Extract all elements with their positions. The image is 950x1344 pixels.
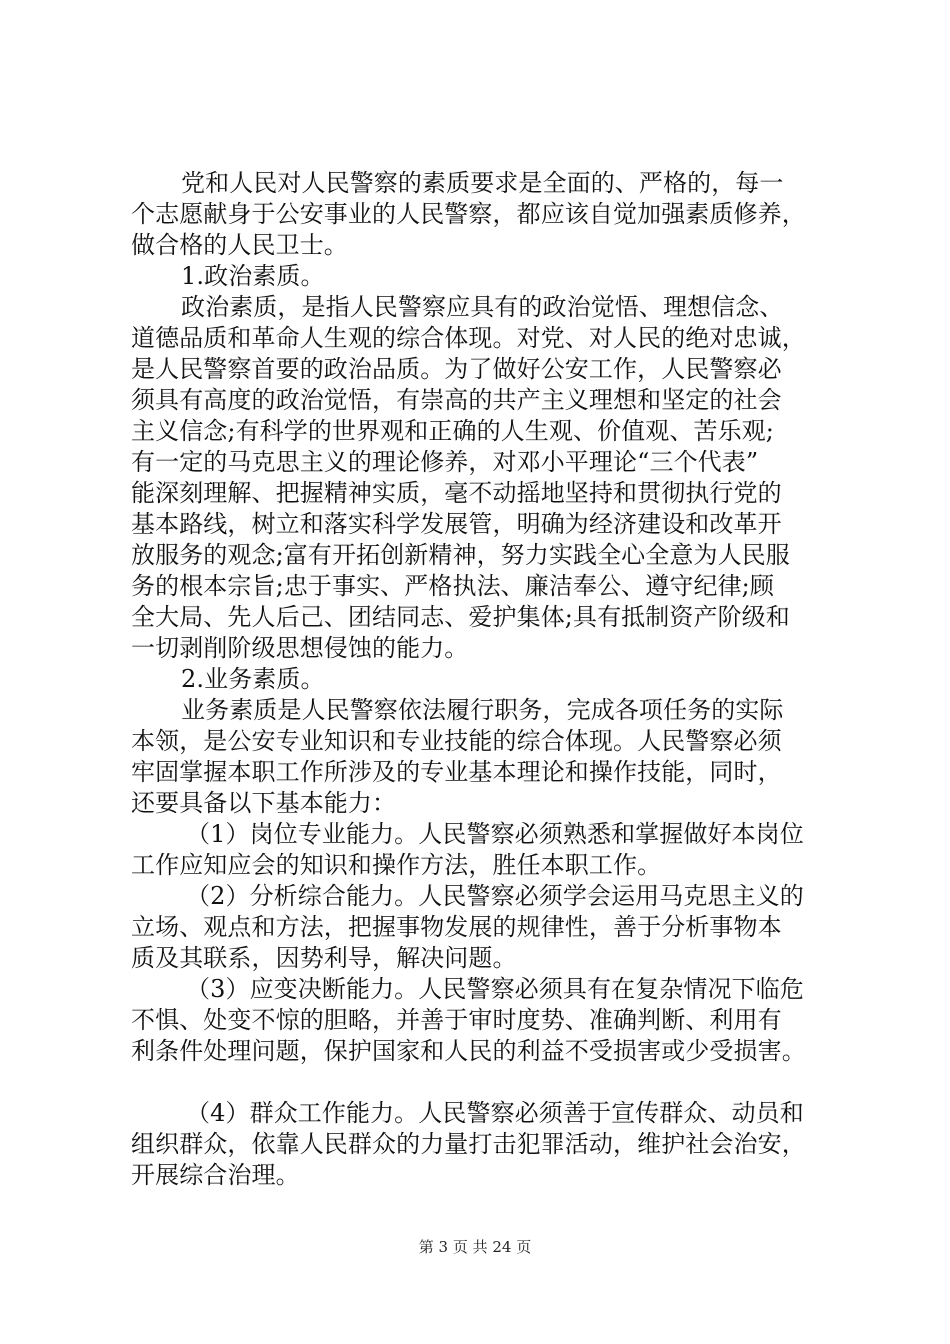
paragraph-line: 工作应知应会的知识和操作方法，胜任本职工作。 — [131, 851, 662, 879]
document-body — [131, 168, 831, 1191]
paragraph-line: 政治素质，是指人民警察应具有的政治觉悟、理想信念、 — [181, 293, 784, 321]
paragraph-line: 还要具备以下基本能力： — [131, 789, 397, 817]
blank-gap — [131, 1067, 831, 1098]
paragraph-line: 放服务的观念;富有开拓创新精神，努力实践全心全意为人民服 — [131, 541, 790, 569]
list-item-line: （1）岗位专业能力。人民警察必须熟悉和掌握做好本岗位 — [186, 820, 804, 848]
paragraph-line: 主义信念;有科学的世界观和正确的人生观、价值观、苦乐观; — [131, 417, 774, 445]
paragraph-line: 业务素质是人民警察依法履行职务，完成各项任务的实际 — [181, 696, 784, 724]
paragraph-line: 能深刻理解、把握精神实质，毫不动摇地坚持和贯彻执行党的 — [131, 479, 782, 507]
section-heading: 2.业务素质。 — [181, 665, 325, 693]
paragraph-line: 做合格的人民卫士。 — [131, 231, 348, 259]
paragraph-line: 须具有高度的政治觉悟，有崇高的共产主义理想和坚定的社会 — [131, 386, 782, 414]
paragraph-line: 党和人民对人民警察的素质要求是全面的、严格的，每一 — [181, 169, 784, 197]
paragraph-line: 道德品质和革命人生观的综合体现。对党、对人民的绝对忠诚， — [131, 324, 806, 352]
section-heading: 1.政治素质。 — [181, 262, 325, 290]
paragraph-line: 是人民警察首要的政治品质。为了做好公安工作，人民警察必 — [131, 355, 782, 383]
paragraph-line: 不惧、处变不惊的胆略，并善于审时度势、准确判断、利用有 — [131, 1006, 782, 1034]
paragraph-line: 本领，是公安专业知识和专业技能的综合体现。人民警察必须 — [131, 727, 782, 755]
paragraph-line: 有一定的马克思主义的理论修养，对邓小平理论“三个代表” — [131, 448, 759, 476]
paragraph-line: 开展综合治理。 — [131, 1161, 300, 1189]
list-item-line: （4）群众工作能力。人民警察必须善于宣传群众、动员和 — [186, 1099, 804, 1127]
paragraph-line: 全大局、先人后己、团结同志、爱护集体;具有抵制资产阶级和 — [131, 603, 790, 631]
paragraph-line: 组织群众，依靠人民群众的力量打击犯罪活动，维护社会治安， — [131, 1130, 806, 1158]
paragraph-line: 基本路线，树立和落实科学发展管，明确为经济建设和改革开 — [131, 510, 782, 538]
paragraph-line: 牢固掌握本职工作所涉及的专业基本理论和操作技能，同时， — [131, 758, 782, 786]
paragraph-line: 一切剥削阶级思想侵蚀的能力。 — [131, 634, 469, 662]
paragraph-line: 个志愿献身于公安事业的人民警察，都应该自觉加强素质修养， — [131, 200, 806, 228]
paragraph-line: 务的根本宗旨;忠于事实、严格执法、廉洁奉公、遵守纪律;顾 — [131, 572, 774, 600]
paragraph-line: 立场、观点和方法，把握事物发展的规律性，善于分析事物本 — [131, 913, 782, 941]
paragraph-line: 质及其联系，因势利导，解决问题。 — [131, 944, 517, 972]
paragraph-line: 利条件处理问题，保护国家和人民的利益不受损害或少受损害。 — [131, 1037, 806, 1065]
list-item-line: （2）分析综合能力。人民警察必须学会运用马克思主义的 — [186, 882, 804, 910]
list-item-line: （3）应变决断能力。人民警察必须具有在复杂情况下临危 — [186, 975, 804, 1003]
page-number-footer: 第 3 页 共 24 页 — [418, 1238, 532, 1256]
